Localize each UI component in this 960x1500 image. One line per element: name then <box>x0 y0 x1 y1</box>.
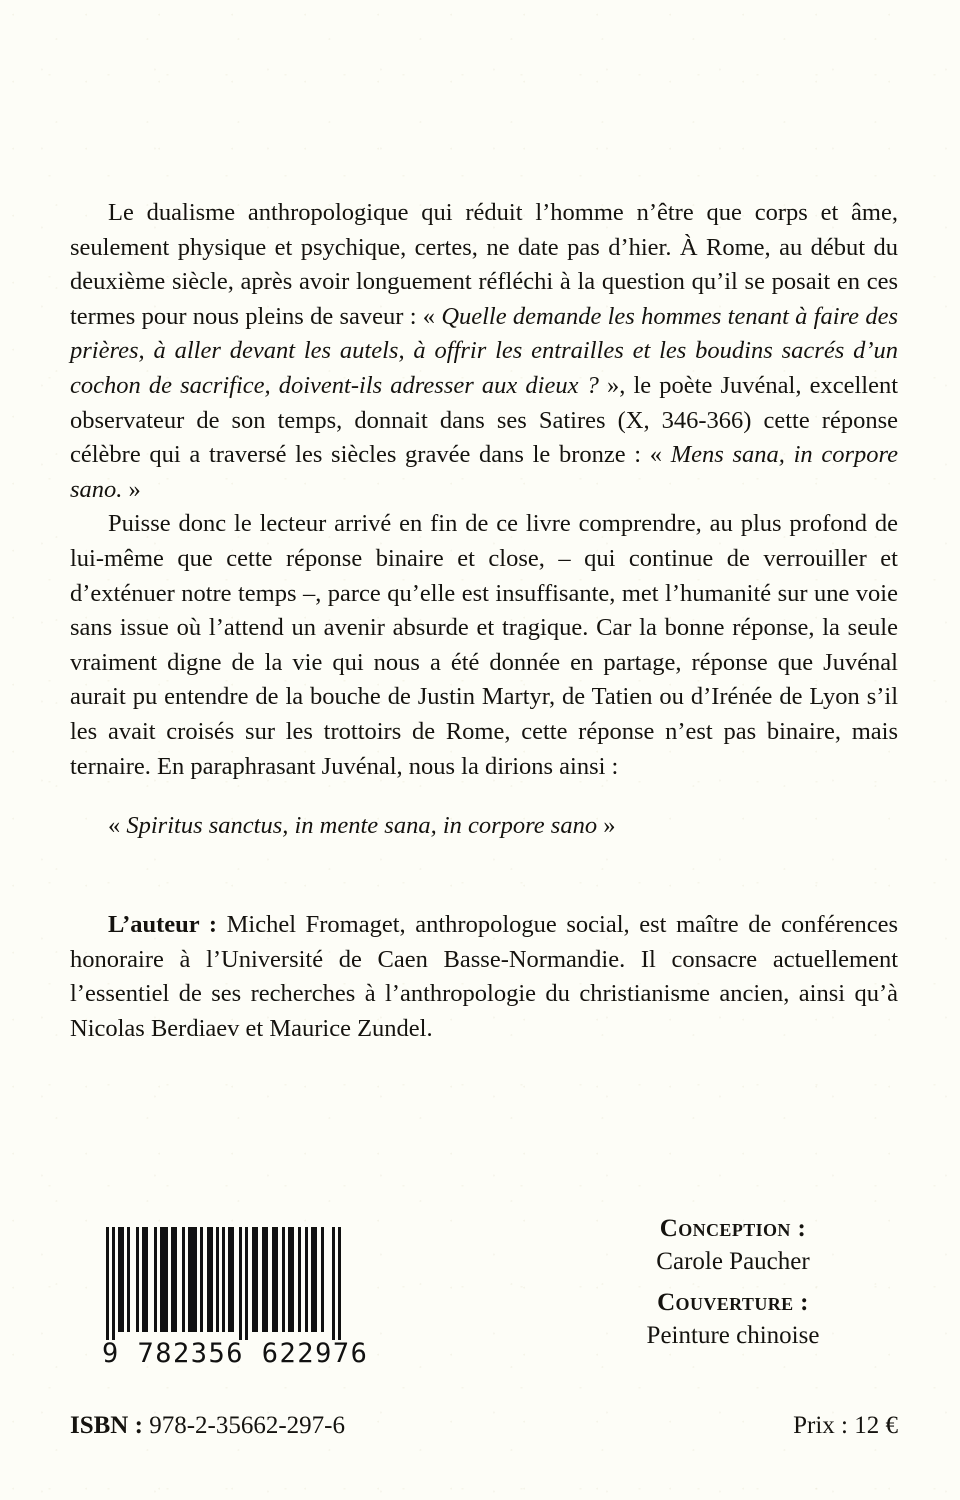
conception-value: Carole Paucher <box>656 1248 810 1275</box>
conception-label: Conception : <box>659 1215 807 1242</box>
credit-conception <box>568 1212 898 1278</box>
blurb-p1-italic-mens-sana: Mens sana, in corpore sano. <box>70 441 898 503</box>
barcode-bars-icon <box>100 1224 346 1340</box>
quote-guillemet-close: » <box>597 812 616 839</box>
author-bio-text: Michel Fromaget, anthropologue social, est maître de conférences honoraire à l’Université de Caen Basse-Normandie. Il consacre actuellement l’essentiel de ses recherches à l’anthropologie du christianisme ancien, ainsi qu’à Nicolas Berdiaev et Maurice Zundel. <box>70 911 898 1042</box>
couverture-value: Peinture chinoise <box>646 1322 820 1349</box>
blurb-p1-part-a: Le dualisme anthropologique qui réduit l’homme n’être que corps et âme, seulement physique et psychique, certes, ne date pas d’hier. À Rome, au début du deuxième siècle, après avoir longuement réfléchi à la question qu’il se posait en ces termes pour nous pleins de saveur : « <box>70 199 898 330</box>
isbn-line <box>70 1412 345 1440</box>
price-label: Prix : 12 € <box>793 1412 898 1439</box>
blurb-p1-part-b: », le poète Juvénal, excellent observateur de son temps, donnait dans ses Satires (X, 346-366) cette réponse célèbre qui a traversé les siècles gravée dans le bronze : « <box>70 371 899 469</box>
isbn-barcode <box>100 1224 369 1369</box>
blurb-paragraph-2: Puisse donc le lecteur arrivé en fin de ce livre comprendre, au plus profond de lui-même que cette réponse binaire et close, – qui continue de verrouiller et d’exténuer notre temps –, parce qu’elle est insuffisante, met l’humanité sur une voie sans issue où l’attend un avenir absurde et tragique. Car la bonne réponse, la seule vraiment digne de la vie qui nous a été donnée en partage, réponse que Juvénal aurait pu entendre de la bouche de Justin Martyr, de Tatien ou d’Irénée de Lyon s’il les avait croisés sur les trottoirs de Rome, cette réponse n’est pas binaire, mais ternaire. En paraphrasant Juvénal, nous la dirions ainsi : <box>70 510 898 780</box>
couverture-label: Couverture : <box>657 1289 809 1316</box>
blurb-p1-italic-quote-juvenal: Quelle demande les hommes tenant à faire des prières, à aller devant les autels, à offrir les entrailles et les boudins sacrés d’un cochon de sacrifice, doivent-ils adresser aux dieux ? <box>70 302 898 399</box>
credit-couverture <box>568 1286 898 1352</box>
barcode-digits: 9 782356 622976 <box>102 1338 369 1369</box>
blurb-p1-part-c: » <box>122 475 141 503</box>
isbn-value: 978-2-35662-297-6 <box>142 1412 345 1439</box>
latin-quote-text: Spiritus sanctus, in mente sana, in corpore sano <box>126 812 598 839</box>
author-bio-block <box>70 908 898 1046</box>
isbn-label: ISBN : <box>70 1412 143 1439</box>
blurb-text-block <box>70 196 898 784</box>
blurb-paragraph-1 <box>70 196 898 507</box>
latin-quote-line <box>70 809 898 844</box>
footer-bar <box>70 1412 898 1440</box>
author-label: L’auteur : <box>108 911 217 938</box>
quote-guillemet-open: « <box>108 812 127 839</box>
credits-block <box>568 1212 898 1352</box>
